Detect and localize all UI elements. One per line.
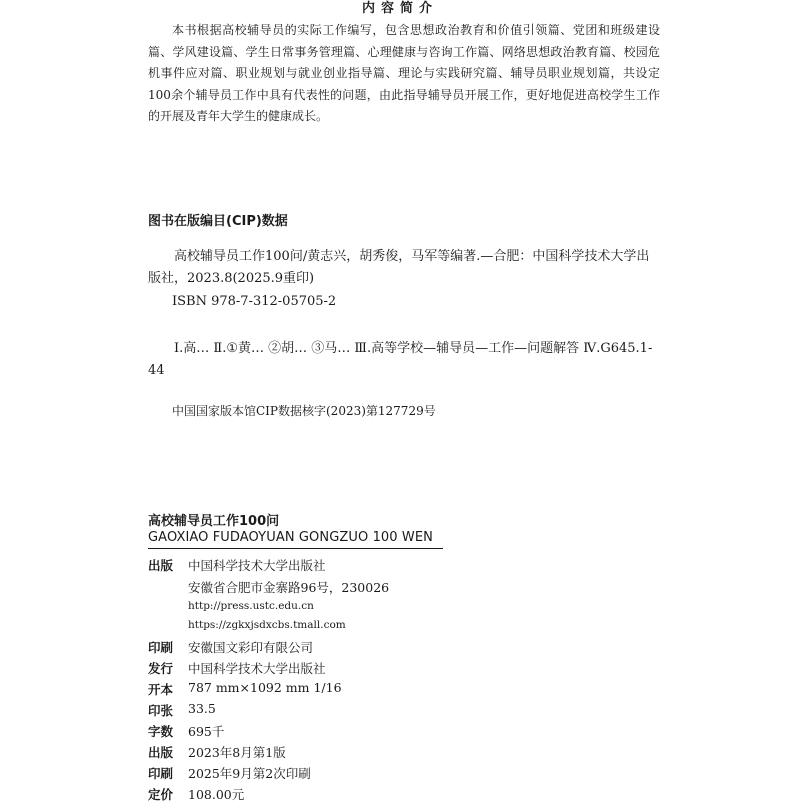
cip-classification: Ⅰ.高… Ⅱ.①黄… ②胡… ③马… Ⅲ.高等学校—辅导员—工作—问题解答 Ⅳ.G645.1-44	[148, 341, 653, 378]
intro-paragraph: 本书根据高校辅导员的实际工作编写，包含思想政治教育和价值引领篇、党团和班级建设篇、学风建设篇、学生日常事务管理篇、心理健康与咨询工作篇、网络思想政治教育篇、校园危机事件应对篇、职业规划与就业创业指导篇、理论与实践研究篇、辅导员职业规划篇，共设定100余个辅导员工作中具有代表性的问题，由此指导辅导员开展工作，更好地促进高校学生工作的开展及青年大学生的健康成长。	[148, 23, 660, 123]
cip-record-number: 中国国家版本馆CIP数据核字(2023)第127729号	[172, 404, 436, 418]
imprint-label: 定价	[148, 787, 174, 802]
imprint-label: 印刷	[148, 640, 174, 655]
publisher-store-url: https://zgkxjsdxcbs.tmall.com	[188, 619, 346, 631]
cip-isbn: ISBN 978-7-312-05705-2	[172, 294, 337, 309]
imprint-label: 开本	[148, 682, 174, 697]
imprint-label: 印张	[148, 703, 174, 718]
printing-value: 2025年9月第2次印刷	[188, 766, 311, 781]
intro-body	[148, 20, 660, 128]
imprint-label: 出版	[148, 745, 174, 760]
format-value: 787 mm×1092 mm 1/16	[188, 680, 342, 695]
imprint-label: 字数	[148, 724, 174, 739]
publisher-name: 中国科学技术大学出版社	[188, 558, 326, 573]
imprint-label: 印刷	[148, 766, 174, 781]
book-title-pinyin: GAOXIAO FUDAOYUAN GONGZUO 100 WEN	[148, 530, 434, 545]
cip-heading: 图书在版编目(CIP)数据	[148, 214, 288, 229]
imprint-label: 出版	[148, 558, 174, 573]
publisher-website: http://press.ustc.edu.cn	[188, 600, 314, 612]
publisher-address: 安徽省合肥市金寨路96号，230026	[188, 580, 390, 595]
book-title-chinese: 高校辅导员工作100问	[148, 514, 280, 529]
sheets-value: 33.5	[188, 701, 216, 716]
price-value: 108.00元	[188, 787, 245, 802]
edition-value: 2023年8月第1版	[188, 745, 286, 760]
printer-name: 安徽国文彩印有限公司	[188, 640, 314, 655]
intro-title: 内容简介	[361, 1, 438, 16]
imprint-label: 发行	[148, 661, 174, 676]
distributor-name: 中国科学技术大学出版社	[188, 661, 326, 676]
word-count-value: 695千	[188, 724, 225, 739]
cip-entry: 高校辅导员工作100问/黄志兴，胡秀俊，马军等编著.—合肥：中国科学技术大学出版社，2023.8(2025.9重印)	[148, 249, 650, 286]
divider-line	[148, 548, 443, 549]
